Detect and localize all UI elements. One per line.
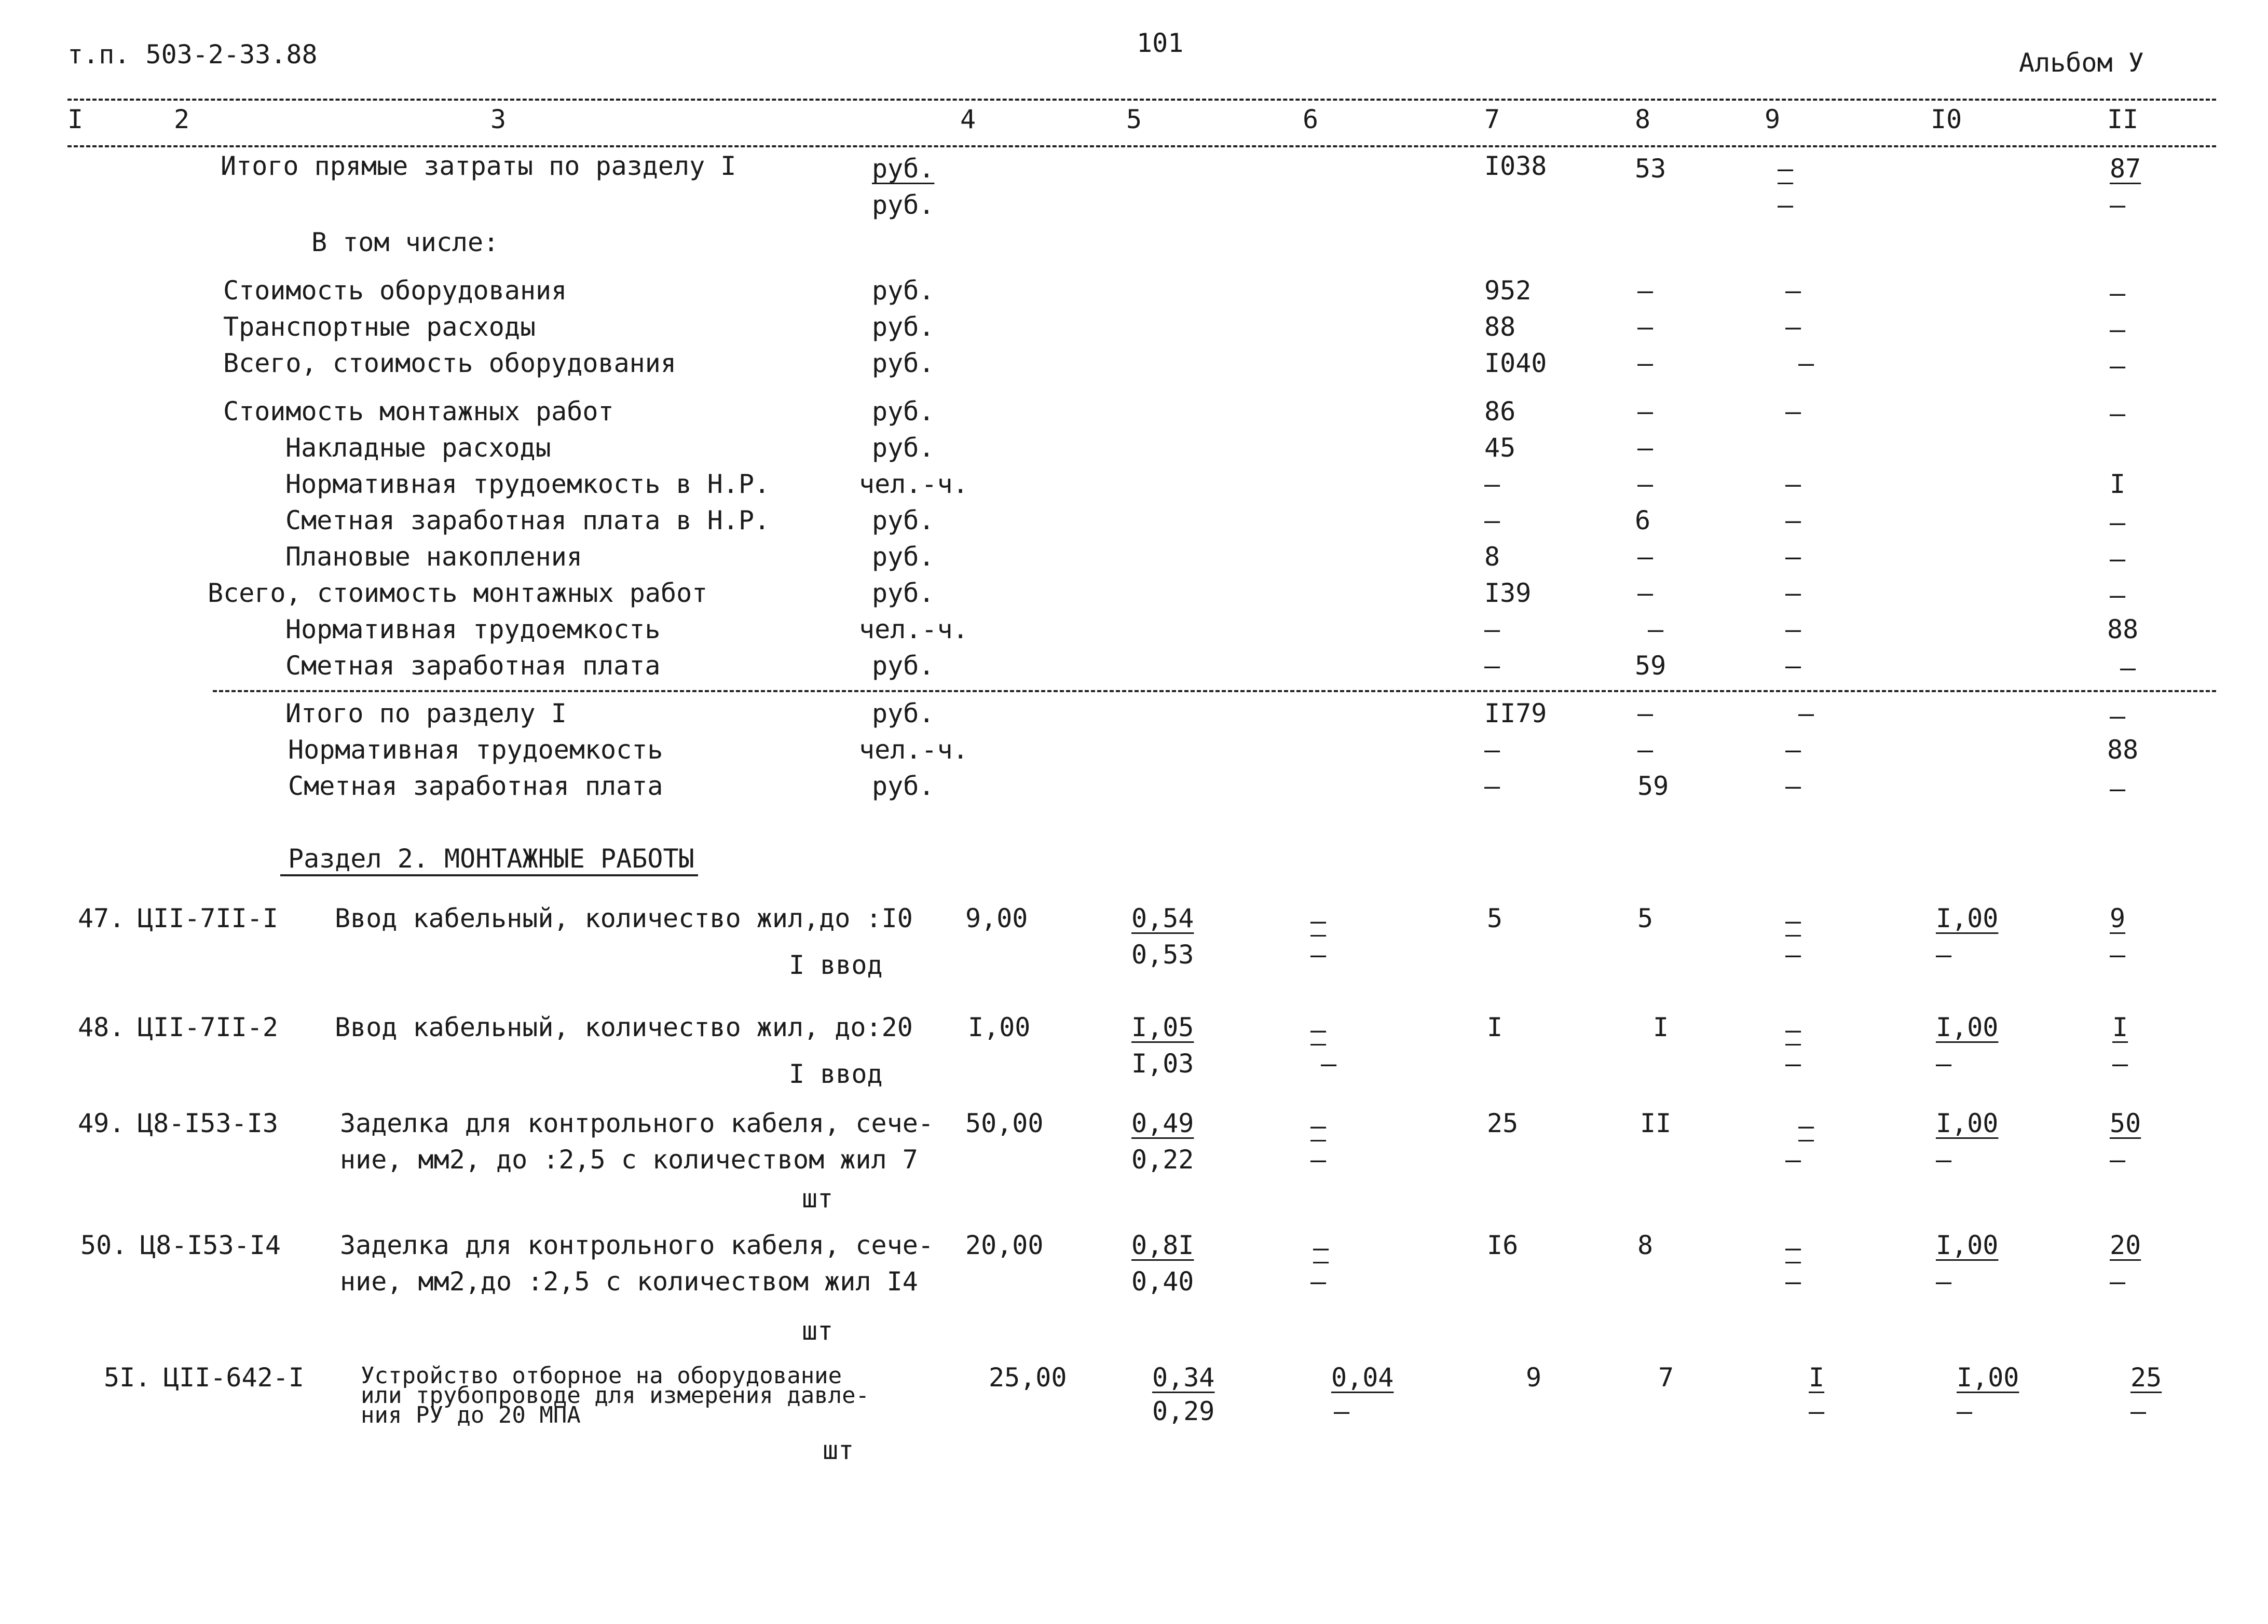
item-col10: –: [1936, 1267, 1952, 1297]
summary-col7: 8: [1484, 542, 1500, 572]
item-col6: –: [1310, 1111, 1327, 1141]
item-col7: 25: [1487, 1108, 1519, 1138]
item-col6: 0,04: [1331, 1362, 1394, 1393]
item-col9: –: [1785, 1267, 1801, 1297]
summary-col9: –: [1785, 651, 1801, 681]
item-col11: –: [2110, 940, 2126, 970]
item-col10: I,00: [1936, 1012, 1999, 1042]
summary-col11: –: [2110, 314, 2126, 345]
summary-col9: –: [1785, 578, 1801, 608]
col-header-6: 6: [1303, 104, 1319, 134]
item-col7: I: [1487, 1012, 1503, 1042]
item-code: ЦII-7II-I: [138, 903, 278, 933]
summary-unit: руб.: [872, 348, 935, 378]
item-col10: –: [1936, 940, 1952, 970]
summary-unit: руб.: [872, 771, 935, 801]
summary-col8: 6: [1635, 505, 1651, 535]
item-col11: 50: [2110, 1108, 2141, 1138]
summary-col7: –: [1484, 651, 1500, 681]
item-col5: 0,8I: [1131, 1230, 1194, 1260]
item-unit: шт: [823, 1435, 854, 1465]
summary-unit: руб.: [872, 312, 935, 342]
summary-col9: –: [1778, 154, 1794, 184]
summary-unit: руб.: [872, 433, 935, 463]
summary-col7: –: [1484, 505, 1500, 535]
item-col10: I,00: [1936, 903, 1999, 933]
item-col4: 50,00: [965, 1108, 1044, 1138]
item-description: Заделка для контрольного кабеля, сече-: [340, 1230, 934, 1260]
summary-col8: –: [1637, 348, 1654, 378]
summary-col9: –: [1798, 698, 1814, 728]
item-col5: I,05: [1131, 1012, 1194, 1042]
item-col8: 8: [1637, 1230, 1654, 1260]
item-col11: –: [2110, 1145, 2126, 1175]
summary-col11: 87: [2110, 154, 2141, 184]
summary-col8: –: [1637, 276, 1654, 306]
summary-col7: I39: [1484, 578, 1532, 608]
item-col4: I,00: [968, 1012, 1031, 1042]
item-col4: 25,00: [989, 1362, 1067, 1393]
summary-name: Транспортные расходы: [223, 312, 536, 342]
summary-col8: –: [1637, 578, 1654, 608]
col-header-9: 9: [1765, 104, 1781, 134]
item-description: ние, мм2, до :2,5 с количеством жил 7: [340, 1145, 918, 1175]
summary-col11: 88: [2107, 735, 2139, 765]
item-description: Ввод кабельный, количество жил,до :I0: [335, 903, 913, 933]
summary-col8: 53: [1635, 154, 1666, 184]
item-col9: –: [1809, 1396, 1825, 1426]
item-number: 5I.: [104, 1362, 151, 1393]
col-header-10: I0: [1931, 104, 1962, 134]
item-col8: II: [1640, 1108, 1672, 1138]
summary-unit: чел.-ч.: [859, 469, 968, 499]
item-col11: –: [2130, 1396, 2147, 1426]
item-description: ния РУ до 20 МПА: [361, 1402, 581, 1428]
summary-col7: 952: [1484, 276, 1532, 306]
summary-col11: –: [2110, 398, 2126, 429]
summary-col11: 88: [2107, 614, 2139, 644]
item-col6: –: [1334, 1396, 1350, 1426]
summary-name: Всего, стоимость оборудования: [223, 348, 676, 378]
summary-col7: 86: [1484, 396, 1516, 426]
summary-col11: I: [2110, 469, 2126, 499]
item-col5: I,03: [1131, 1049, 1194, 1079]
item-description: или трубопроводе для измерения давле-: [361, 1382, 870, 1409]
summary-name: Накладные расходы: [285, 433, 551, 463]
item-code: ЦII-642-I: [163, 1362, 304, 1393]
item-unit: шт: [802, 1183, 834, 1214]
col-header-4: 4: [960, 104, 976, 134]
item-col5: 0,49: [1131, 1108, 1194, 1138]
summary-name: Стоимость монтажных работ: [223, 396, 614, 426]
summary-unit: руб.: [872, 190, 935, 220]
album-label: Альбом У: [2019, 48, 2144, 78]
item-col5: 0,54: [1131, 903, 1194, 933]
item-code: Ц8-I53-I3: [138, 1108, 278, 1138]
item-code: Ц8-I53-I4: [140, 1230, 281, 1260]
summary-col8: –: [1637, 469, 1654, 499]
item-description: ние, мм2,до :2,5 с количеством жил I4: [340, 1267, 918, 1297]
summary-col9: –: [1785, 542, 1801, 572]
col-header-2: 2: [174, 104, 190, 134]
summary-col7: –: [1484, 735, 1500, 765]
summary-name: Нормативная трудоемкость в Н.Р.: [285, 469, 770, 499]
col-header-1: I: [67, 104, 84, 134]
summary-unit: чел.-ч.: [859, 614, 968, 644]
item-col6: –: [1310, 1015, 1327, 1045]
summary-col7: 88: [1484, 312, 1516, 342]
item-col6: –: [1310, 1267, 1327, 1297]
summary-col9: –: [1785, 312, 1801, 342]
summary-col9: –: [1785, 735, 1801, 765]
summary-name: Сметная заработная плата в Н.Р.: [285, 505, 770, 535]
summary-col11: –: [2110, 190, 2126, 220]
summary-col11: –: [2110, 544, 2126, 574]
summary-col9: –: [1785, 276, 1801, 306]
summary-col8: –: [1637, 396, 1654, 426]
summary-name: Итого прямые затраты по разделу I: [221, 151, 736, 181]
summary-name: Нормативная трудоемкость: [285, 614, 661, 644]
item-col5: 0,40: [1131, 1267, 1194, 1297]
item-col11: 20: [2110, 1230, 2141, 1260]
item-description: Ввод кабельный, количество жил, до:20: [335, 1012, 913, 1042]
summary-col8: –: [1637, 735, 1654, 765]
summary-col11: –: [2110, 507, 2126, 538]
summary-name: Стоимость оборудования: [223, 276, 567, 306]
section-total-rule: [213, 690, 2216, 692]
summary-name: Нормативная трудоемкость: [288, 735, 663, 765]
item-col7: I6: [1487, 1230, 1519, 1260]
item-col5: 0,22: [1131, 1145, 1194, 1175]
item-description: Заделка для контрольного кабеля, сече-: [340, 1108, 934, 1138]
summary-col11: –: [2120, 653, 2136, 683]
item-col9: –: [1785, 1233, 1801, 1263]
item-col5: 0,29: [1152, 1396, 1215, 1426]
summary-col9: –: [1798, 348, 1814, 378]
summary-col7: –: [1484, 469, 1500, 499]
item-col6: –: [1313, 1233, 1329, 1263]
summary-col7: –: [1484, 614, 1500, 644]
section-title-underline: [280, 874, 698, 876]
item-col7: 9: [1526, 1362, 1542, 1393]
summary-col11: –: [2110, 774, 2126, 804]
summary-unit: руб.: [872, 276, 935, 306]
item-col9: I: [1809, 1362, 1825, 1393]
summary-unit: руб.: [872, 578, 935, 608]
summary-col8: –: [1637, 312, 1654, 342]
item-col11: 25: [2130, 1362, 2162, 1393]
item-number: 49.: [78, 1108, 125, 1138]
summary-col11: –: [2110, 580, 2126, 610]
item-number: 47.: [78, 903, 125, 933]
summary-name: Сметная заработная плата: [285, 651, 661, 681]
summary-col7: II79: [1484, 698, 1547, 728]
item-description: Устройство отборное на оборудование: [361, 1362, 842, 1389]
header-top-rule: [67, 99, 2216, 101]
summary-col11: –: [2110, 278, 2126, 308]
summary-unit: руб.: [872, 396, 935, 426]
item-col8: 5: [1637, 903, 1654, 933]
summary-name: Всего, стоимость монтажных работ: [208, 578, 708, 608]
summary-col9: –: [1785, 396, 1801, 426]
item-col10: I,00: [1936, 1108, 1999, 1138]
summary-col11: –: [2110, 701, 2126, 731]
item-unit: I ввод: [789, 950, 883, 980]
summary-name: Итого по разделу I: [285, 698, 567, 728]
item-col6: –: [1310, 906, 1327, 936]
item-col9: –: [1798, 1111, 1814, 1141]
summary-col9: –: [1785, 614, 1801, 644]
item-col5: 0,53: [1131, 940, 1194, 970]
summary-unit: чел.-ч.: [859, 735, 968, 765]
summary-col7: 45: [1484, 433, 1516, 463]
item-col10: –: [1936, 1145, 1952, 1175]
summary-col8: –: [1637, 433, 1654, 463]
doc-code: т.п. 503-2-33.88: [67, 39, 318, 70]
section-title: Раздел 2. МОНТАЖНЫЕ РАБОТЫ: [288, 844, 694, 874]
item-col6: –: [1321, 1049, 1337, 1079]
item-col9: –: [1785, 940, 1801, 970]
item-code: ЦII-7II-2: [138, 1012, 278, 1042]
item-col9: –: [1785, 906, 1801, 936]
summary-col11: –: [2110, 351, 2126, 381]
summary-unit: руб.: [872, 651, 935, 681]
summary-unit: руб.: [872, 505, 935, 535]
item-col10: –: [1957, 1396, 1973, 1426]
summary-col8: 59: [1637, 771, 1669, 801]
summary-name: Плановые накопления: [285, 542, 582, 572]
item-col6: –: [1310, 1145, 1327, 1175]
summary-col8: –: [1648, 614, 1664, 644]
summary-unit: руб.: [872, 542, 935, 572]
item-number: 50.: [80, 1230, 128, 1260]
col-header-7: 7: [1484, 104, 1500, 134]
item-col8: I: [1653, 1012, 1669, 1042]
summary-col7: I038: [1484, 151, 1547, 181]
summary-name: В том числе:: [311, 227, 499, 257]
summary-col9: –: [1785, 505, 1801, 535]
item-col7: 5: [1487, 903, 1503, 933]
item-col11: –: [2110, 1267, 2126, 1297]
summary-col8: –: [1637, 698, 1654, 728]
item-col8: 7: [1658, 1362, 1674, 1393]
item-col11: I: [2112, 1012, 2128, 1042]
item-unit: шт: [802, 1316, 834, 1346]
col-header-11: II: [2107, 104, 2139, 134]
summary-col8: –: [1637, 542, 1654, 572]
summary-col9: –: [1778, 190, 1794, 220]
item-col11: 9: [2110, 903, 2126, 933]
item-col11: –: [2112, 1049, 2128, 1079]
item-col10: I,00: [1936, 1230, 1999, 1260]
summary-col9: –: [1785, 771, 1801, 801]
item-col4: 9,00: [965, 903, 1028, 933]
col-header-3: 3: [490, 104, 507, 134]
item-col9: –: [1785, 1145, 1801, 1175]
item-number: 48.: [78, 1012, 125, 1042]
item-col4: 20,00: [965, 1230, 1044, 1260]
item-unit: I ввод: [789, 1059, 883, 1089]
summary-unit: руб.: [872, 154, 935, 184]
col-header-5: 5: [1126, 104, 1142, 134]
item-col6: –: [1310, 940, 1327, 970]
summary-col7: –: [1484, 771, 1500, 801]
summary-col7: I040: [1484, 348, 1547, 378]
summary-col8: 59: [1635, 651, 1666, 681]
summary-col9: –: [1785, 469, 1801, 499]
item-col5: 0,34: [1152, 1362, 1215, 1393]
summary-name: Сметная заработная плата: [288, 771, 663, 801]
header-bottom-rule: [67, 145, 2216, 147]
page-number: 101: [1137, 28, 1184, 58]
item-col9: –: [1785, 1049, 1801, 1079]
item-col10: I,00: [1957, 1362, 2019, 1393]
item-col9: –: [1785, 1015, 1801, 1045]
item-col10: –: [1936, 1049, 1952, 1079]
col-header-8: 8: [1635, 104, 1651, 134]
summary-unit: руб.: [872, 698, 935, 728]
